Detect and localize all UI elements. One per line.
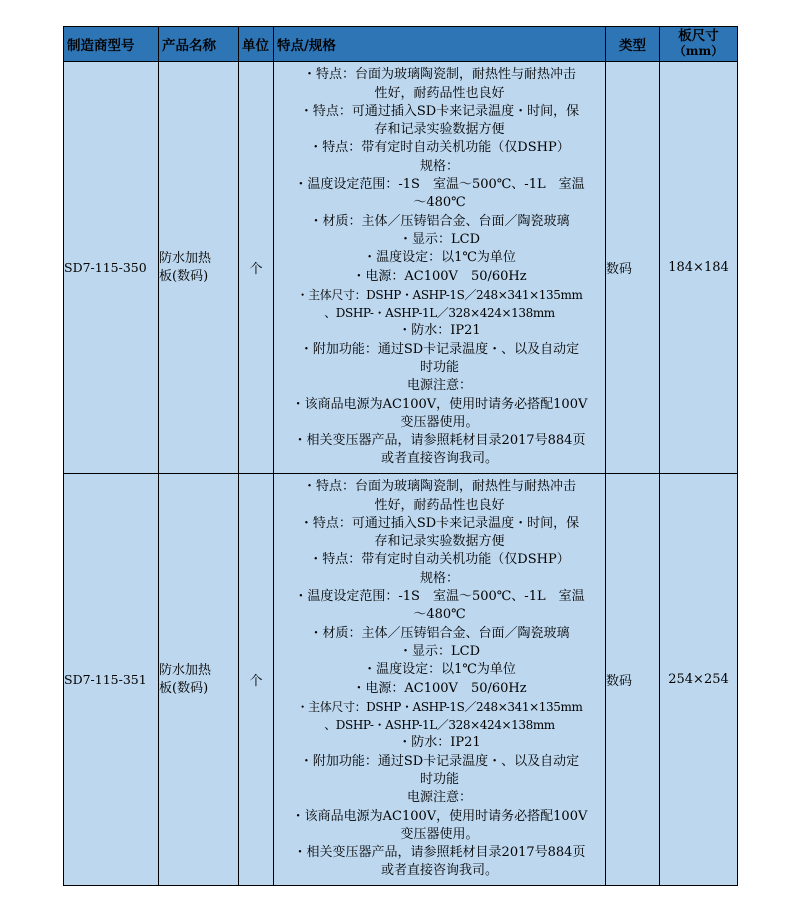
spec-line: ・特点：带有定时自动关机功能（仅DSHP）	[309, 140, 570, 156]
spec-line: ・显示：LCD	[398, 643, 480, 659]
header-product-name: 产品名称	[159, 27, 239, 62]
spec-line: 时功能	[419, 359, 459, 375]
product-name-line: 板(数码)	[159, 680, 209, 696]
spec-line: ・相关变压器产品，请参照耗材目录2017号884页	[293, 433, 586, 449]
spec-line: 变压器使用。	[400, 414, 479, 430]
spec-line: 性好，耐药品性也良好	[374, 85, 505, 101]
spec-line: ・温度设定范围：-1S 室温～500℃、-1L 室温	[294, 177, 585, 193]
spec-line: ・主体尺寸：DSHP・ASHP-1S／248×341×135mm	[296, 287, 583, 302]
cell-board-size: 254×254	[660, 474, 738, 886]
cell-model: SD7-115-351	[64, 474, 159, 886]
spec-line: 规格：	[419, 570, 459, 586]
spec-line: ・显示：LCD	[398, 231, 480, 247]
product-spec-sheet	[63, 26, 737, 886]
spec-line: 变压器使用。	[400, 826, 479, 842]
header-board-size-unit: （mm）	[673, 44, 724, 58]
cell-type: 数码	[606, 474, 660, 886]
spec-line: ・温度设定：以1℃为单位	[363, 662, 516, 678]
product-name-line: 防水加热	[159, 250, 212, 266]
cell-product-name	[159, 474, 239, 886]
spec-line: 或者直接咨询我司。	[380, 863, 498, 879]
spec-line: ・防水：IP21	[398, 323, 481, 339]
spec-line: ・该商品电源为AC100V，使用时请务必搭配100V	[291, 808, 588, 824]
header-model: 制造商型号	[64, 27, 159, 62]
spec-line: ・附加功能：通过SD卡记录温度・、以及自动定	[299, 341, 580, 357]
header-board-size-title: 板尺寸	[678, 28, 719, 44]
cell-spec	[274, 474, 606, 886]
header-row	[64, 27, 738, 62]
spec-line: ・特点：带有定时自动关机功能（仅DSHP）	[309, 552, 570, 568]
cell-model: SD7-115-350	[64, 62, 159, 474]
spec-line: 性好，耐药品性也良好	[374, 497, 505, 513]
product-name-line: 板(数码)	[159, 268, 209, 284]
header-unit: 单位	[239, 27, 274, 62]
spec-line: ・特点：台面为玻璃陶瓷制，耐热性与耐热冲击	[302, 67, 576, 83]
spec-line: 或者直接咨询我司。	[380, 451, 498, 467]
spec-line: ・特点：可通过插入SD卡来记录温度・时间，保	[299, 103, 580, 119]
spec-line: 存和记录实验数据方便	[374, 534, 505, 550]
product-spec-table	[63, 26, 738, 886]
header-board-size	[660, 27, 738, 62]
product-name-line: 防水加热	[159, 662, 212, 678]
spec-line: ・附加功能：通过SD卡记录温度・、以及自动定	[299, 753, 580, 769]
spec-line: 、DSHP-・ASHP-1L／328×424×138mm	[324, 306, 555, 321]
table-row	[64, 474, 738, 886]
spec-line: ・相关变压器产品，请参照耗材目录2017号884页	[293, 845, 586, 861]
spec-line: ・电源：AC100V 50/60Hz	[352, 268, 527, 284]
cell-unit: 个	[239, 62, 274, 474]
table-row	[64, 62, 738, 474]
cell-unit: 个	[239, 474, 274, 886]
spec-line: ・温度设定：以1℃为单位	[363, 250, 516, 266]
spec-line: ・防水：IP21	[398, 735, 481, 751]
spec-line: ・特点：台面为玻璃陶瓷制，耐热性与耐热冲击	[302, 479, 576, 495]
spec-line: 时功能	[419, 771, 459, 787]
header-type: 类型	[606, 27, 660, 62]
spec-line: 规格：	[419, 158, 459, 174]
spec-line: ～480℃	[413, 195, 466, 211]
spec-line: ・温度设定范围：-1S 室温～500℃、-1L 室温	[294, 589, 585, 605]
spec-line: ～480℃	[413, 607, 466, 623]
cell-type: 数码	[606, 62, 660, 474]
spec-line: ・材质：主体／压铸铝合金、台面／陶瓷玻璃	[309, 625, 570, 641]
spec-line: 电源注意：	[406, 790, 472, 806]
spec-line: ・主体尺寸：DSHP・ASHP-1S／248×341×135mm	[296, 699, 583, 714]
spec-line: ・特点：可通过插入SD卡来记录温度・时间，保	[299, 515, 580, 531]
spec-line: ・该商品电源为AC100V，使用时请务必搭配100V	[291, 396, 588, 412]
cell-product-name	[159, 62, 239, 474]
spec-line: 存和记录实验数据方便	[374, 122, 505, 138]
cell-spec	[274, 62, 606, 474]
spec-line: ・材质：主体／压铸铝合金、台面／陶瓷玻璃	[309, 213, 570, 229]
spec-line: ・电源：AC100V 50/60Hz	[352, 680, 527, 696]
table-body	[64, 62, 738, 886]
table-header	[64, 27, 738, 62]
spec-line: 、DSHP-・ASHP-1L／328×424×138mm	[324, 718, 555, 733]
header-spec: 特点/规格	[274, 27, 606, 62]
cell-board-size: 184×184	[660, 62, 738, 474]
spec-line: 电源注意：	[406, 378, 472, 394]
